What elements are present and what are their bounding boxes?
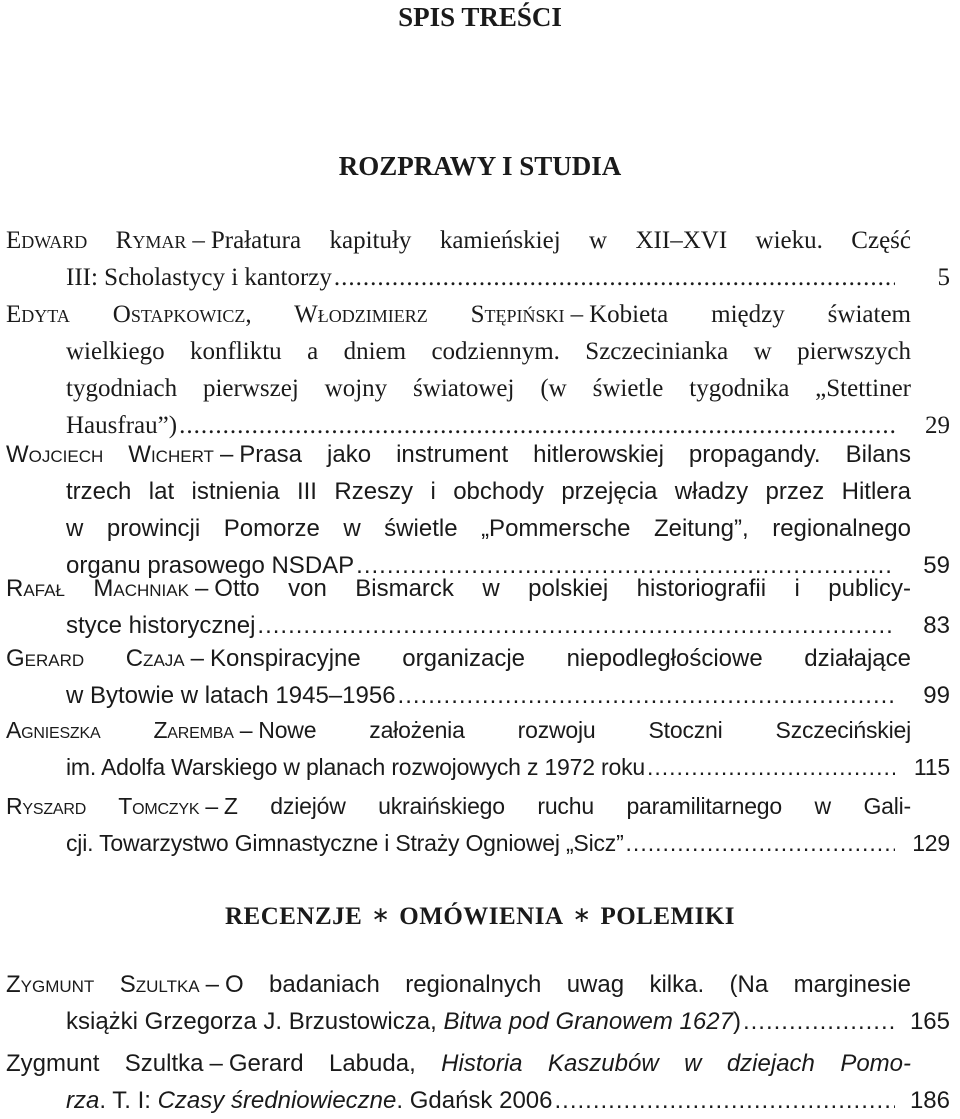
dash: –: [190, 645, 204, 672]
section-heading-articles: ROZPRAWY I STUDIA: [338, 151, 622, 181]
dash: –: [192, 227, 205, 254]
title-text: książki Grzegorza J. Brzustowicza,: [66, 1008, 444, 1035]
page-number: 83: [923, 612, 950, 639]
title-text: . Gdańsk 2006: [396, 1087, 553, 1114]
toc-entry[interactable]: [6, 640, 950, 714]
author-name: Rafał Machniak: [6, 575, 189, 602]
title-text: ): [732, 1008, 741, 1035]
entry-title-cont: trzech lat istnienia III Rzeszy i obchody przejęcia władzy przez Hitlera: [66, 478, 911, 505]
toc-entry[interactable]: [6, 966, 950, 1040]
entry-title-cont: Hausfrau”): [66, 412, 178, 439]
toc-entry[interactable]: [6, 436, 950, 584]
author-name: Wojciech Wichert: [6, 441, 214, 468]
author-name: Zygmunt Szultka: [6, 971, 200, 998]
entry-title-cont: styce historycznej: [66, 612, 256, 639]
entry-title-cont: tygodniach pierwszej wojny światowej (w świetle tygodnika „Stettiner: [66, 375, 911, 402]
title-text: . T. I:: [99, 1087, 158, 1114]
book-title: Czasy średniowieczne: [157, 1087, 397, 1114]
entry-title: Z dziejów ukraińskiego ruchu paramilitarnego w Gali-: [223, 793, 911, 819]
book-title: rza: [66, 1087, 100, 1114]
leader-dots: [647, 749, 895, 786]
toc-entry[interactable]: [6, 296, 950, 444]
dash: –: [194, 575, 209, 602]
page-number: 115: [913, 754, 950, 780]
page-number: 99: [923, 682, 950, 709]
title-text: Gerard Labuda,: [228, 1050, 442, 1077]
toc-entry[interactable]: [6, 788, 950, 862]
toc-entry[interactable]: [6, 222, 950, 296]
leader-dots: [334, 259, 895, 296]
author-name: Gerard Czaja: [6, 645, 185, 672]
book-title: Historia Kaszubów w dziejach Pomo-: [441, 1050, 911, 1077]
toc-entry[interactable]: [6, 1045, 950, 1119]
entry-title-cont: III: Scholastycy i kantorzy: [66, 264, 332, 291]
asterisk-icon: ∗: [371, 902, 391, 927]
author-name: Zygmunt Szultka: [6, 1050, 204, 1077]
dash: –: [205, 793, 218, 819]
entry-title: O badaniach regionalnych uwag kilka. (Na marginesie: [225, 971, 911, 998]
author-name: Edyta Ostapkowicz, Włodzimierz Stępiński: [6, 301, 565, 328]
page-number: 165: [909, 1008, 950, 1035]
entry-title-cont: [66, 1003, 741, 1040]
dash: –: [239, 717, 253, 743]
dash: –: [205, 971, 219, 998]
page-number: 5: [937, 264, 950, 291]
book-title: Bitwa pod Granowem 1627: [443, 1008, 733, 1035]
entry-title: [229, 1050, 911, 1077]
entry-title: Otto von Bismarck w polskiej historiografii i publicy-: [214, 575, 911, 602]
entry-title-cont: w Bytowie w latach 1945–1956: [66, 682, 396, 709]
section-heading-part: POLEMIKI: [600, 903, 736, 930]
entry-title: Nowe założenia rozwoju Stoczni Szczecińskiej: [258, 717, 911, 743]
page-number: 29: [925, 412, 950, 439]
dash: –: [209, 1050, 223, 1077]
entry-title: Prasa jako instrument hitlerowskiej propagandy. Bilans: [239, 441, 911, 468]
page-title: SPIS TREŚCI: [398, 2, 562, 32]
leader-dots: [743, 1003, 895, 1040]
toc-entry[interactable]: [6, 570, 950, 644]
entry-title-cont: cji. Towarzystwo Gimnastyczne i Straży Ogniowej „Sicz”: [66, 830, 624, 856]
leader-dots: [626, 825, 895, 862]
entry-title: Konspiracyjne organizacje niepodległościowe działające: [209, 645, 911, 672]
entry-title-cont: organu prasowego NSDAP: [66, 552, 355, 579]
author-name: Agnieszka Zaremba: [6, 717, 234, 743]
page-number: 59: [923, 552, 950, 579]
section-heading-reviews: [0, 903, 960, 931]
page-number: 186: [909, 1087, 950, 1114]
leader-dots: [398, 677, 895, 714]
leader-dots: [554, 1082, 895, 1119]
section-heading-part: RECENZJE: [224, 903, 363, 930]
entry-title-cont: w prowincji Pomorze w świetle „Pommersche Zeitung”, regionalnego: [66, 515, 911, 542]
entry-title: Prałatura kapituły kamieńskiej w XII–XVI wieku. Część: [210, 227, 911, 254]
entry-title: Kobieta między światem: [589, 301, 911, 328]
page-number: 129: [912, 830, 950, 856]
author-name: Edward Rymar: [6, 227, 187, 254]
toc-entry[interactable]: [6, 712, 950, 786]
dash: –: [219, 441, 234, 468]
dash: –: [570, 301, 584, 328]
entry-title-cont: im. Adolfa Warskiego w planach rozwojowych z 1972 roku: [66, 754, 645, 780]
entry-title-cont: [66, 1082, 552, 1119]
asterisk-icon: ∗: [572, 902, 592, 927]
leader-dots: [257, 607, 895, 644]
author-name: Ryszard Tomczyk: [6, 793, 200, 819]
section-heading-part: OMÓWIENIA: [399, 903, 564, 930]
entry-title-cont: wielkiego konfliktu a dniem codziennym. Szczecinianka w pierwszych: [66, 338, 911, 365]
